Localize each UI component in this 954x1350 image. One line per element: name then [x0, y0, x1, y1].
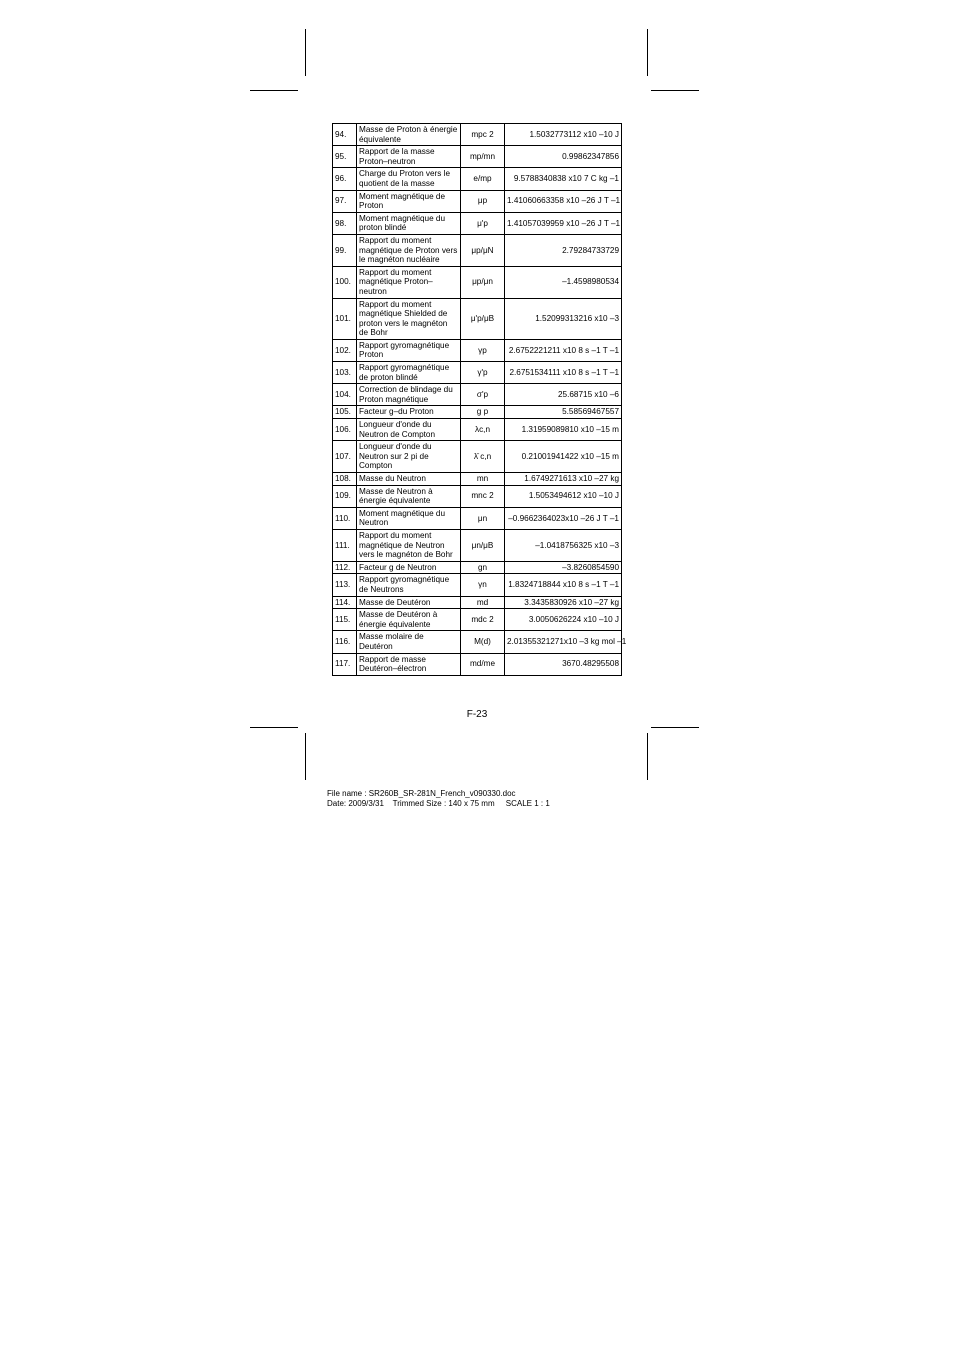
row-number: 113. — [333, 574, 357, 596]
constant-value: 1.5032773112 x10 –10 J — [505, 124, 622, 146]
table-row — [333, 529, 622, 561]
table-row — [333, 485, 622, 507]
table-row — [333, 596, 622, 609]
constant-description: Masse de Deutéron à énergie équivalente — [357, 609, 461, 631]
constant-description: Correction de blindage du Proton magnétique — [357, 384, 461, 406]
constant-description: Charge du Proton vers le quotient de la masse — [357, 168, 461, 190]
constant-value: 2.01355321271x10 –3 kg mol –1 — [505, 631, 622, 653]
constant-symbol: μn/μB — [461, 529, 505, 561]
constant-description: Moment magnétique du Neutron — [357, 507, 461, 529]
row-number: 105. — [333, 406, 357, 419]
constant-description: Facteur g de Neutron — [357, 561, 461, 574]
constant-value: 1.5053494612 x10 –10 J — [505, 485, 622, 507]
table-row — [333, 406, 622, 419]
table-row — [333, 473, 622, 486]
constant-value: 3.3435830926 x10 –27 kg — [505, 596, 622, 609]
row-number: 115. — [333, 609, 357, 631]
constant-symbol: g p — [461, 406, 505, 419]
row-number: 107. — [333, 441, 357, 473]
constant-symbol: σ'p — [461, 384, 505, 406]
constant-value: 2.6752221211 x10 8 s –1 T –1 — [505, 339, 622, 361]
row-number: 106. — [333, 419, 357, 441]
row-number: 99. — [333, 234, 357, 266]
table-row — [333, 212, 622, 234]
table-row — [333, 419, 622, 441]
constant-description: Masse de Proton à énergie équivalente — [357, 124, 461, 146]
constant-description: Moment magnétique du proton blindé — [357, 212, 461, 234]
constant-value: 5.58569467557 — [505, 406, 622, 419]
constant-symbol: gn — [461, 561, 505, 574]
constant-symbol: e/mp — [461, 168, 505, 190]
constant-symbol: mnc 2 — [461, 485, 505, 507]
row-number: 116. — [333, 631, 357, 653]
row-number: 103. — [333, 362, 357, 384]
constant-symbol: M(d) — [461, 631, 505, 653]
constant-symbol: γn — [461, 574, 505, 596]
table-row — [333, 609, 622, 631]
row-number: 97. — [333, 190, 357, 212]
table-row — [333, 631, 622, 653]
constant-symbol: μp — [461, 190, 505, 212]
row-number: 104. — [333, 384, 357, 406]
constant-description: Masse du Neutron — [357, 473, 461, 486]
constant-description: Moment magnétique de Proton — [357, 190, 461, 212]
constant-symbol: λ̄ c,n — [461, 441, 505, 473]
constant-symbol: mpc 2 — [461, 124, 505, 146]
table-row — [333, 339, 622, 361]
constant-symbol: γp — [461, 339, 505, 361]
row-number: 117. — [333, 653, 357, 675]
crop-mark-top-left-vertical — [305, 29, 306, 76]
constant-value: 9.5788340838 x10 7 C kg –1 — [505, 168, 622, 190]
constant-value: –1.4598980534 — [505, 266, 622, 298]
table-row — [333, 574, 622, 596]
table-row — [333, 653, 622, 675]
crop-mark-bottom-left-vertical — [305, 733, 306, 780]
crop-mark-top-right-vertical — [647, 29, 648, 76]
crop-mark-top-right-horizontal — [651, 90, 699, 91]
table-row — [333, 298, 622, 339]
constant-value: –0.9662364023x10 –26 J T –1 — [505, 507, 622, 529]
constant-value: 3.0050626224 x10 –10 J — [505, 609, 622, 631]
table-row — [333, 124, 622, 146]
constant-value: 1.6749271613 x10 –27 kg — [505, 473, 622, 486]
constant-description: Rapport du moment magnétique Proton–neutron — [357, 266, 461, 298]
crop-mark-bottom-right-horizontal — [651, 727, 699, 728]
row-number: 110. — [333, 507, 357, 529]
table-row — [333, 362, 622, 384]
row-number: 114. — [333, 596, 357, 609]
constant-description: Rapport de la masse Proton–neutron — [357, 146, 461, 168]
row-number: 94. — [333, 124, 357, 146]
constant-symbol: μ'p/μB — [461, 298, 505, 339]
constant-symbol: μ'p — [461, 212, 505, 234]
constant-value: 3670.48295508 — [505, 653, 622, 675]
file-info-footer — [327, 789, 550, 809]
row-number: 100. — [333, 266, 357, 298]
crop-mark-top-left-horizontal — [250, 90, 298, 91]
row-number: 109. — [333, 485, 357, 507]
table-row — [333, 168, 622, 190]
constant-description: Masse de Deutéron — [357, 596, 461, 609]
constant-value: –3.8260854590 — [505, 561, 622, 574]
table-row — [333, 266, 622, 298]
constant-value: 1.31959089810 x10 –15 m — [505, 419, 622, 441]
constant-description: Rapport gyromagnétique de Neutrons — [357, 574, 461, 596]
constant-description: Rapport du moment magnétique Shielded de proton vers le magnéton de Bohr — [357, 298, 461, 339]
constant-symbol: μn — [461, 507, 505, 529]
constant-symbol: mn — [461, 473, 505, 486]
constant-symbol: μp/μN — [461, 234, 505, 266]
constant-description: Rapport de masse Deutéron–électron — [357, 653, 461, 675]
page-number: F-23 — [466, 709, 488, 720]
constant-value: 1.8324718844 x10 8 s –1 T –1 — [505, 574, 622, 596]
footer-date-size-scale: Date: 2009/3/31 Trimmed Size : 140 x 75 mm SCALE 1 : 1 — [327, 799, 550, 808]
constant-value: 2.79284733729 — [505, 234, 622, 266]
row-number: 102. — [333, 339, 357, 361]
constant-value: 2.6751534111 x10 8 s –1 T –1 — [505, 362, 622, 384]
footer-file-name: File name : SR260B_SR-281N_French_v090330.doc — [327, 789, 516, 798]
constant-description: Rapport du moment magnétique de Proton vers le magnéton nucléaire — [357, 234, 461, 266]
row-number: 101. — [333, 298, 357, 339]
constant-value: 0.21001941422 x10 –15 m — [505, 441, 622, 473]
constant-symbol: γ'p — [461, 362, 505, 384]
constant-symbol: mp/mn — [461, 146, 505, 168]
constant-value: 1.41057039959 x10 –26 J T –1 — [505, 212, 622, 234]
constant-symbol: λc,n — [461, 419, 505, 441]
row-number: 111. — [333, 529, 357, 561]
constant-description: Rapport gyromagnétique de proton blindé — [357, 362, 461, 384]
constant-symbol: md/me — [461, 653, 505, 675]
table-row — [333, 146, 622, 168]
table-row — [333, 441, 622, 473]
constant-description: Longueur d'onde du Neutron sur 2 pi de Compton — [357, 441, 461, 473]
table-row — [333, 507, 622, 529]
row-number: 108. — [333, 473, 357, 486]
constant-symbol: md — [461, 596, 505, 609]
constant-symbol: mdc 2 — [461, 609, 505, 631]
constants-table — [332, 123, 627, 676]
constant-description: Masse de Neutron à énergie équivalente — [357, 485, 461, 507]
row-number: 98. — [333, 212, 357, 234]
row-number: 96. — [333, 168, 357, 190]
constant-value: 25.68715 x10 –6 — [505, 384, 622, 406]
constant-symbol: μp/μn — [461, 266, 505, 298]
table-row — [333, 384, 622, 406]
table-row — [333, 561, 622, 574]
table-row — [333, 234, 622, 266]
constant-description: Rapport du moment magnétique de Neutron vers le magnéton de Bohr — [357, 529, 461, 561]
row-number: 95. — [333, 146, 357, 168]
table-row — [333, 190, 622, 212]
constant-value: 1.41060663358 x10 –26 J T –1 — [505, 190, 622, 212]
crop-mark-bottom-right-vertical — [647, 733, 648, 780]
constant-description: Longueur d'onde du Neutron de Compton — [357, 419, 461, 441]
constants-table-body — [333, 124, 627, 676]
crop-mark-bottom-left-horizontal — [250, 727, 298, 728]
constant-description: Facteur g–du Proton — [357, 406, 461, 419]
constant-value: 0.99862347856 — [505, 146, 622, 168]
constant-value: –1.0418756325 x10 –3 — [505, 529, 622, 561]
constant-description: Rapport gyromagnétique Proton — [357, 339, 461, 361]
constant-value: 1.52099313216 x10 –3 — [505, 298, 622, 339]
row-number: 112. — [333, 561, 357, 574]
constant-description: Masse molaire de Deutéron — [357, 631, 461, 653]
